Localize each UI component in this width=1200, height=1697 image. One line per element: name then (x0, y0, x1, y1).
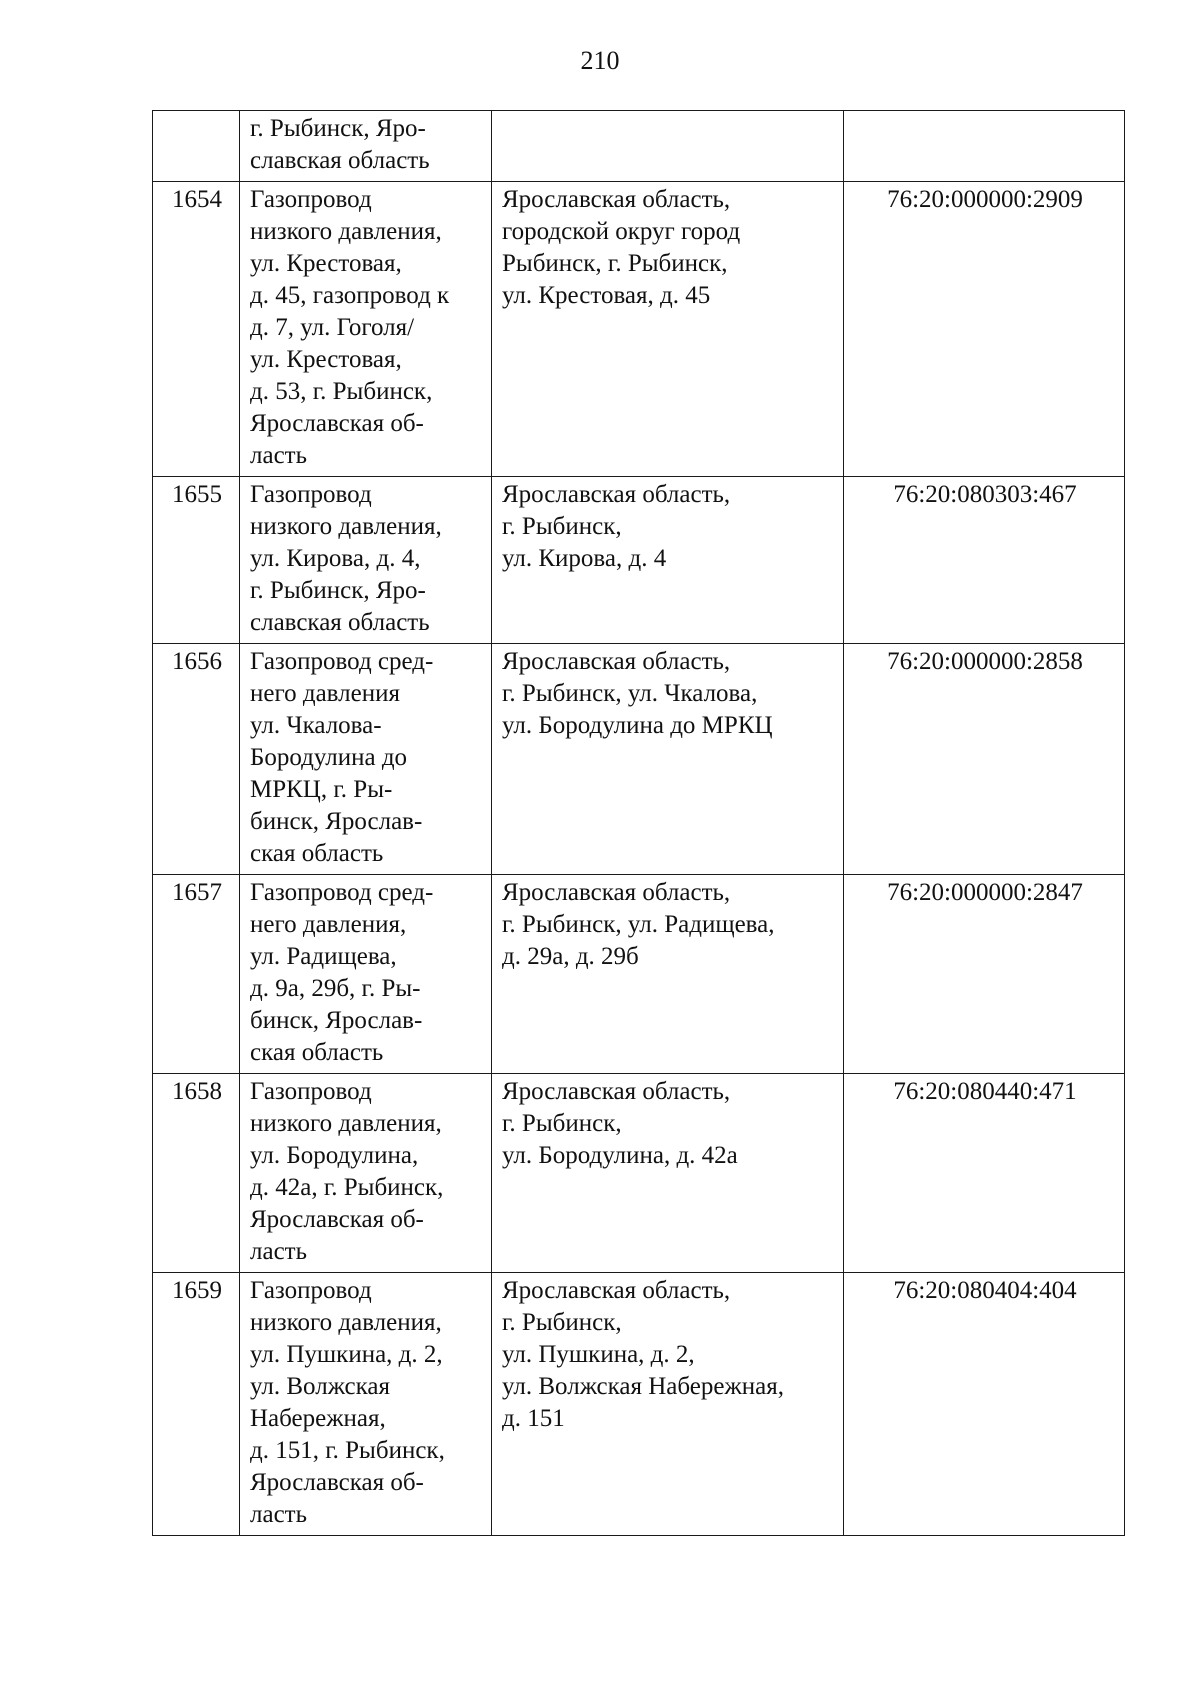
object-name-line: ул. Бородулина, (250, 1142, 419, 1169)
cadastral-number-cell: 76:20:080303:467 (844, 477, 1125, 644)
object-name-cell (240, 1074, 492, 1273)
address-line: г. Рыбинск, (502, 513, 622, 540)
object-name-line: Газопровод (250, 186, 372, 213)
address-line: г. Рыбинск, (502, 1110, 622, 1137)
table-row (153, 111, 1125, 182)
object-name-line: славская область (250, 609, 430, 636)
object-name-line: ская область (250, 840, 384, 867)
object-name-line: д. 151, г. Рыбинск, (250, 1437, 445, 1464)
object-name-line: д. 45, газопровод к (250, 282, 450, 309)
address-cell (492, 644, 844, 875)
object-name-line: г. Рыбинск, Яро- (250, 577, 426, 604)
object-name-line: д. 7, ул. Гоголя/ (250, 314, 415, 341)
object-name-cell (240, 477, 492, 644)
object-name-line: ул. Чкалова- (250, 712, 382, 739)
address-line: городской округ город (502, 218, 741, 245)
address-cell (492, 477, 844, 644)
address-line: Рыбинск, г. Рыбинск, (502, 250, 728, 277)
object-name-line: ул. Кирова, д. 4, (250, 545, 421, 572)
row-number-cell: 1658 (153, 1074, 240, 1273)
object-name-line: славская область (250, 147, 430, 174)
object-name-line: низкого давления, (250, 218, 442, 245)
object-name-line: низкого давления, (250, 1309, 442, 1336)
row-number-cell: 1656 (153, 644, 240, 875)
object-name-line: ул. Крестовая, (250, 346, 402, 373)
address-line: ул. Крестовая, д. 45 (502, 282, 711, 309)
object-name-line: ласть (250, 1501, 307, 1528)
address-line: ул. Пушкина, д. 2, (502, 1341, 695, 1368)
address-line: г. Рыбинск, ул. Чкалова, (502, 680, 758, 707)
cadastral-number-cell: 76:20:080440:471 (844, 1074, 1125, 1273)
address-line: ул. Бородулина до МРКЦ (502, 712, 773, 739)
object-name-line: Газопровод сред- (250, 648, 434, 675)
object-name-line: д. 42а, г. Рыбинск, (250, 1174, 444, 1201)
table-row (153, 477, 1125, 644)
table-row (153, 1074, 1125, 1273)
object-name-line: низкого давления, (250, 513, 442, 540)
object-name-line: бинск, Ярослав- (250, 808, 423, 835)
address-line: д. 29а, д. 29б (502, 943, 639, 970)
object-name-cell (240, 1273, 492, 1536)
object-name-line: г. Рыбинск, Яро- (250, 115, 426, 142)
address-line: Ярославская область, (502, 648, 731, 675)
address-line: Ярославская область, (502, 186, 731, 213)
object-name-line: д. 53, г. Рыбинск, (250, 378, 433, 405)
object-name-line: Газопровод (250, 481, 372, 508)
cadastral-number-cell: 76:20:000000:2847 (844, 875, 1125, 1074)
object-name-line: Ярославская об- (250, 410, 424, 437)
object-name-cell (240, 875, 492, 1074)
address-cell (492, 875, 844, 1074)
object-name-line: бинск, Ярослав- (250, 1007, 423, 1034)
object-name-line: ласть (250, 1238, 307, 1265)
object-name-cell (240, 644, 492, 875)
address-line: ул. Кирова, д. 4 (502, 545, 667, 572)
address-line: ул. Волжская Набережная, (502, 1373, 784, 1400)
address-line: ул. Бородулина, д. 42а (502, 1142, 738, 1169)
object-name-line: ул. Радищева, (250, 943, 397, 970)
page-number: 210 (580, 46, 620, 75)
address-cell (492, 111, 844, 182)
address-line: д. 151 (502, 1405, 565, 1432)
table-row (153, 1273, 1125, 1536)
object-name-line: него давления (250, 680, 400, 707)
object-name-line: низкого давления, (250, 1110, 442, 1137)
object-name-line: ул. Крестовая, (250, 250, 402, 277)
row-number-cell: 1657 (153, 875, 240, 1074)
address-line: Ярославская область, (502, 879, 731, 906)
registry-table-body (153, 111, 1125, 1536)
cadastral-number-cell (844, 111, 1125, 182)
object-name-line: Газопровод (250, 1078, 372, 1105)
object-name-line: ул. Волжская (250, 1373, 390, 1400)
registry-table (152, 110, 1125, 1536)
object-name-cell (240, 111, 492, 182)
cadastral-number-cell: 76:20:080404:404 (844, 1273, 1125, 1536)
address-line: г. Рыбинск, (502, 1309, 622, 1336)
address-line: Ярославская область, (502, 1277, 731, 1304)
address-line: Ярославская область, (502, 1078, 731, 1105)
table-row (153, 644, 1125, 875)
object-name-line: ул. Пушкина, д. 2, (250, 1341, 443, 1368)
row-number-cell: 1659 (153, 1273, 240, 1536)
object-name-line: Газопровод (250, 1277, 372, 1304)
object-name-line: ласть (250, 442, 307, 469)
address-cell (492, 1273, 844, 1536)
object-name-line: Ярославская об- (250, 1206, 424, 1233)
object-name-line: него давления, (250, 911, 407, 938)
object-name-line: д. 9а, 29б, г. Ры- (250, 975, 421, 1002)
table-row (153, 875, 1125, 1074)
address-line: Ярославская область, (502, 481, 731, 508)
object-name-cell (240, 182, 492, 477)
address-cell (492, 1074, 844, 1273)
address-cell (492, 182, 844, 477)
row-number-cell: 1655 (153, 477, 240, 644)
cadastral-number-cell: 76:20:000000:2858 (844, 644, 1125, 875)
object-name-line: Набережная, (250, 1405, 386, 1432)
cadastral-number-cell: 76:20:000000:2909 (844, 182, 1125, 477)
object-name-line: ская область (250, 1039, 384, 1066)
address-line: г. Рыбинск, ул. Радищева, (502, 911, 775, 938)
object-name-line: Ярославская об- (250, 1469, 424, 1496)
object-name-line: МРКЦ, г. Ры- (250, 776, 393, 803)
object-name-line: Бородулина до (250, 744, 408, 771)
row-number-cell (153, 111, 240, 182)
object-name-line: Газопровод сред- (250, 879, 434, 906)
table-row (153, 182, 1125, 477)
row-number-cell: 1654 (153, 182, 240, 477)
